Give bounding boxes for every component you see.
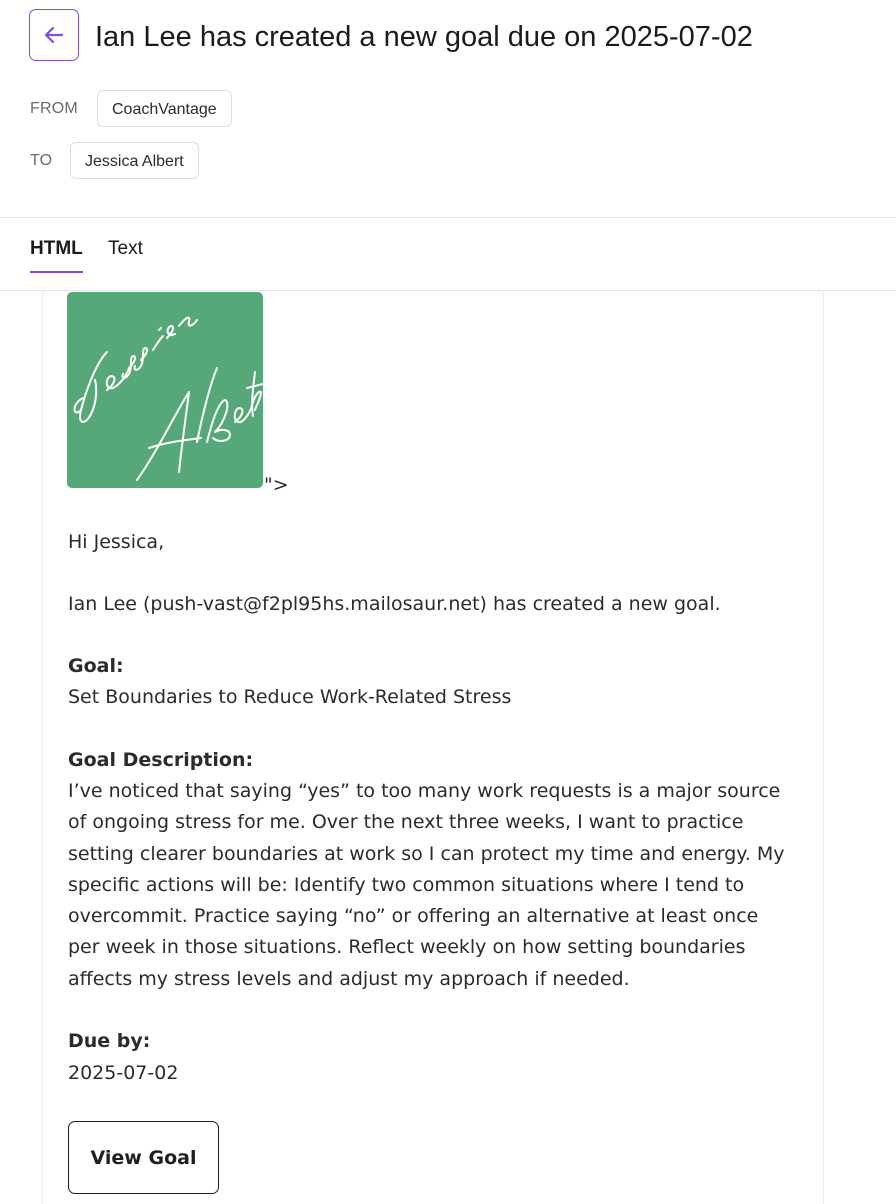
signature-image bbox=[67, 292, 263, 488]
arrow-left-icon bbox=[41, 22, 67, 48]
logo-row bbox=[67, 292, 289, 496]
goal-label: Goal: bbox=[68, 655, 124, 677]
signature-logo bbox=[67, 292, 263, 488]
from-chip[interactable]: CoachVantage bbox=[97, 90, 232, 127]
view-tabs bbox=[0, 218, 896, 291]
goal-value: Set Boundaries to Reduce Work-Related Stress bbox=[68, 686, 512, 708]
to-chip[interactable]: Jessica Albert bbox=[70, 142, 199, 179]
stray-markup-text: "> bbox=[264, 474, 289, 496]
email-body-card bbox=[42, 291, 824, 1204]
email-subject: Ian Lee has created a new goal due on 2025-07-02 bbox=[95, 21, 753, 53]
due-value: 2025-07-02 bbox=[68, 1062, 179, 1084]
description-label: Goal Description: bbox=[68, 749, 254, 771]
from-label: FROM bbox=[30, 99, 78, 117]
back-button[interactable] bbox=[29, 9, 79, 61]
from-row bbox=[30, 90, 232, 127]
intro-text: Ian Lee (push-vast@f2pl95hs.mailosaur.net) has created a new goal. bbox=[68, 593, 721, 615]
view-goal-button[interactable]: View Goal bbox=[68, 1121, 219, 1194]
to-label: TO bbox=[30, 151, 53, 169]
to-row bbox=[30, 142, 199, 179]
email-header bbox=[0, 0, 896, 218]
due-label: Due by: bbox=[68, 1030, 151, 1052]
greeting: Hi Jessica, bbox=[68, 531, 165, 553]
description-value: I’ve noticed that saying “yes” to too many work requests is a major source of ongoing stress for me. Over the next three weeks, I want to practice setting clearer boundaries at work so I can protect my time and energy. My specific actions will be: Identify two common situations where I tend to overcommit. Practice saying “no” or offering an alternative at least once per week in those situations. Reflect weekly on how setting boundaries affects my stress levels and adjust my approach if needed. bbox=[68, 780, 785, 990]
tab-html[interactable]: HTML bbox=[30, 238, 83, 273]
email-preview[interactable] bbox=[0, 291, 896, 1204]
tab-text[interactable]: Text bbox=[108, 238, 143, 259]
